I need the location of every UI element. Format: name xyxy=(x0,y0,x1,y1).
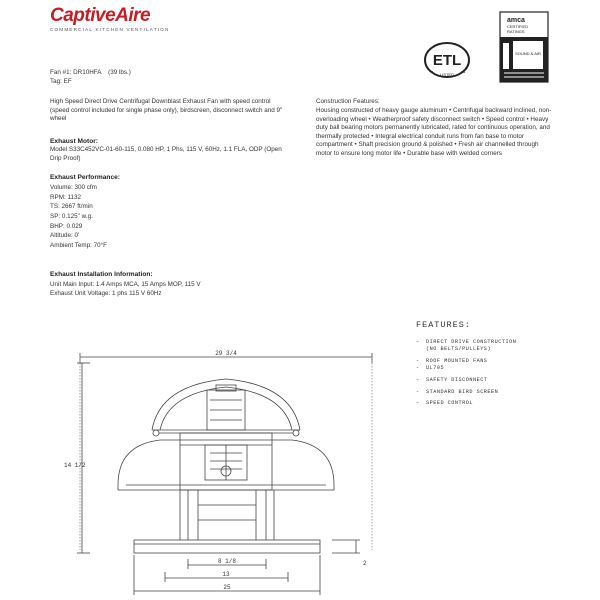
etl-listed-mark xyxy=(421,40,473,80)
base-height-label: 2 xyxy=(363,560,367,567)
curb-width-label: 13 xyxy=(222,571,230,578)
performance-item: RPM: 1132 xyxy=(50,193,82,201)
height-label: 14 1/2 xyxy=(64,462,86,469)
motor-heading: Exhaust Motor: xyxy=(50,138,98,145)
tag-line: Tag: EF xyxy=(50,78,72,85)
fan-technical-drawing xyxy=(60,345,400,600)
logo-tagline: COMMERCIAL KITCHEN VENTILATION xyxy=(50,27,170,32)
logo-wordmark: CaptiveAire xyxy=(50,5,151,26)
installation-list xyxy=(50,281,201,298)
overall-width-label: 29 3/4 xyxy=(215,350,237,357)
performance-item: Ambient Temp: 70°F xyxy=(50,242,108,250)
svg-text:c: c xyxy=(431,69,433,74)
svg-text:RATINGS: RATINGS xyxy=(507,29,525,34)
captiveaire-logo xyxy=(50,6,210,32)
svg-text:SOUND & AIR: SOUND & AIR xyxy=(515,51,541,56)
features-title: FEATURES: xyxy=(416,320,471,330)
performance-item: TS: 2667 ft/min xyxy=(50,203,93,211)
feature-item: - SPEED CONTROL xyxy=(416,400,473,407)
etl-listed-text: LISTED xyxy=(439,72,455,77)
amca-text: amca xyxy=(507,17,525,24)
fan-model-line: Fan #1: DR10HFA (39 lbs.) xyxy=(50,69,131,76)
etl-text: ETL xyxy=(432,52,462,69)
inner-width-label: 8 1/8 xyxy=(217,558,237,565)
installation-heading: Exhaust Installation Information: xyxy=(50,271,153,278)
feature-item: - ROOF MOUNTED FANS - UL705 xyxy=(416,357,488,372)
performance-item: Volume: 300 cfm xyxy=(50,184,97,191)
performance-heading: Exhaust Performance: xyxy=(50,174,120,181)
base-flange xyxy=(134,540,320,553)
svg-text:us: us xyxy=(461,69,466,74)
svg-text:CERTIFIED: CERTIFIED xyxy=(507,24,529,29)
performance-item: BHP: 0.029 xyxy=(50,222,83,230)
features-panel xyxy=(416,320,516,412)
performance-item: SP: 0.125" w.g. xyxy=(50,213,93,221)
base-width-label: 25 xyxy=(223,584,231,591)
construction-details: Housing constructed of heavy gauge aluminum • Centrifugal backward inclined, non-overloading wheel • Weatherproof safety disconnect switch • Speed control • Heavy duty ball bearing motors permanently lubricated, rated for continuous operation, and thermally protected • Integral electrical conduit runs from fan base to motor compartment • Shaft precision ground & polished • Fresh air channelled through motor to ensure long motor life • Durable base with welded corners xyxy=(316,107,552,157)
feature-item: - SAFETY DISCONNECT xyxy=(416,376,488,383)
performance-item: Altitude: 0' xyxy=(50,232,80,240)
amca-seal xyxy=(499,11,549,83)
installation-item: Exhaust Unit Voltage: 1 phs 115 V 60Hz xyxy=(50,289,162,297)
product-description: High Speed Direct Drive Centrifugal Downblast Exhaust Fan with speed control (speed control included for single phase only), birdscreen, disconnect switch and 9" wheel xyxy=(50,98,283,123)
construction-heading: Construction Features: xyxy=(316,98,380,105)
feature-item: - STANDARD BIRD SCREEN xyxy=(416,388,499,395)
performance-list xyxy=(50,184,107,252)
installation-item: Unit Main Input: 1.4 Amps MCA, 15 Amps MOP, 115 V xyxy=(50,281,201,288)
feature-item: - DIRECT DRIVE CONSTRUCTION (NO BELTS/PULLEYS) xyxy=(416,339,517,353)
motor-details: Model S33C452VC-01-60-115, 0.080 HP, 1 Phs, 115 V, 60Hz, 1.1 FLA, ODP (Open Drip Proof) xyxy=(50,146,282,162)
